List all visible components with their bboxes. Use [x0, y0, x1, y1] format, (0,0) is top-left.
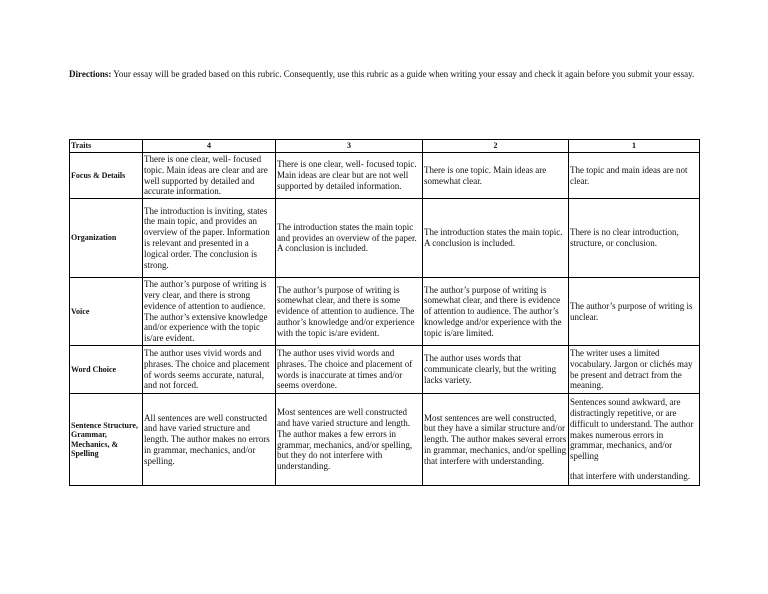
directions-label: Directions: [69, 69, 112, 79]
focus-score-2: There is one topic. Main ideas are somewhat clear. [423, 153, 569, 199]
header-score-3: 3 [276, 140, 423, 153]
organization-score-2: The introduction states the main topic. A conclusion is included. [423, 199, 569, 278]
directions-paragraph [69, 68, 709, 80]
sentence-score-2: Most sentences are well constructed, but they have a similar structure and/or length. The author makes several errors in grammar, mechanics, and/or spelling that interfere with understanding. [423, 394, 569, 486]
word-choice-score-2: The author uses words that communicate clearly, but the writing lacks variety. [423, 346, 569, 394]
focus-score-1: The topic and main ideas are not clear. [569, 153, 700, 199]
rubric-row-word-choice [70, 346, 700, 394]
rubric-header-row [70, 140, 700, 153]
sentence-score-4: All sentences are well constructed and have varied structure and length. The author makes no errors in grammar, mechanics, and/or spelling. [143, 394, 276, 486]
trait-focus-details: Focus & Details [70, 153, 143, 199]
sentence-score-1-tail: that interfere with understanding. [570, 470, 690, 481]
voice-score-2: The author’s purpose of writing is somewhat clear, and there is evidence of attention to audience. The author’s knowledge and/or experience with the topic is/are limited. [423, 278, 569, 346]
rubric-row-voice [70, 278, 700, 346]
rubric-row-organization [70, 199, 700, 278]
rubric-row-focus [70, 153, 700, 199]
organization-score-4: The introduction is inviting, states the main topic, and provides an overview of the paper. Information is relevant and presented in a logical order. The conclusion is strong. [143, 199, 276, 278]
sentence-score-1-main: Sentences sound awkward, are distractingly repetitive, or are difficult to understand. The author makes numerous errors in grammar, mechanics, and/or spelling [570, 397, 694, 462]
trait-word-choice: Word Choice [70, 346, 143, 394]
header-score-1: 1 [569, 140, 700, 153]
voice-score-1: The author’s purpose of writing is unclear. [569, 278, 700, 346]
rubric-row-sentence-structure [70, 394, 700, 486]
voice-score-3: The author’s purpose of writing is somewhat clear, and there is some evidence of attention to audience. The author’s knowledge and/or experience with the topic is/are evident. [276, 278, 423, 346]
word-choice-score-3: The author uses vivid words and phrases. The choice and placement of words is inaccurate at times and/or seems overdone. [276, 346, 423, 394]
header-score-2: 2 [423, 140, 569, 153]
directions-text: Your essay will be graded based on this rubric. Consequently, use this rubric as a guide when writing your essay and check it again before you submit your essay. [111, 69, 695, 79]
focus-score-4: There is one clear, well- focused topic. Main ideas are clear and are well supported by detailed and accurate information. [143, 153, 276, 199]
trait-sentence-structure: Sentence Structure, Grammar, Mechanics, & Spelling [70, 394, 143, 486]
header-score-4: 4 [143, 140, 276, 153]
organization-score-1: There is no clear introduction, structure, or conclusion. [569, 199, 700, 278]
sentence-score-3: Most sentences are well constructed and have varied structure and length. The author makes a few errors in grammar, mechanics, and/or spelling, but they do not interfere with understanding. [276, 394, 423, 486]
focus-score-3: There is one clear, well- focused topic. Main ideas are clear but are not well supported by detailed information. [276, 153, 423, 199]
voice-score-4: The author’s purpose of writing is very clear, and there is strong evidence of attention to audience. The author’s extensive knowledge and/or experience with the topic is/are evident. [143, 278, 276, 346]
sentence-score-1 [569, 394, 700, 486]
trait-voice: Voice [70, 278, 143, 346]
header-traits: Traits [70, 140, 143, 153]
word-choice-score-1: The writer uses a limited vocabulary. Jargon or clichés may be present and detract from the meaning. [569, 346, 700, 394]
organization-score-3: The introduction states the main topic and provides an overview of the paper. A conclusion is included. [276, 199, 423, 278]
trait-organization: Organization [70, 199, 143, 278]
rubric-table [69, 139, 700, 486]
word-choice-score-4: The author uses vivid words and phrases. The choice and placement of words seems accurate, natural, and not forced. [143, 346, 276, 394]
